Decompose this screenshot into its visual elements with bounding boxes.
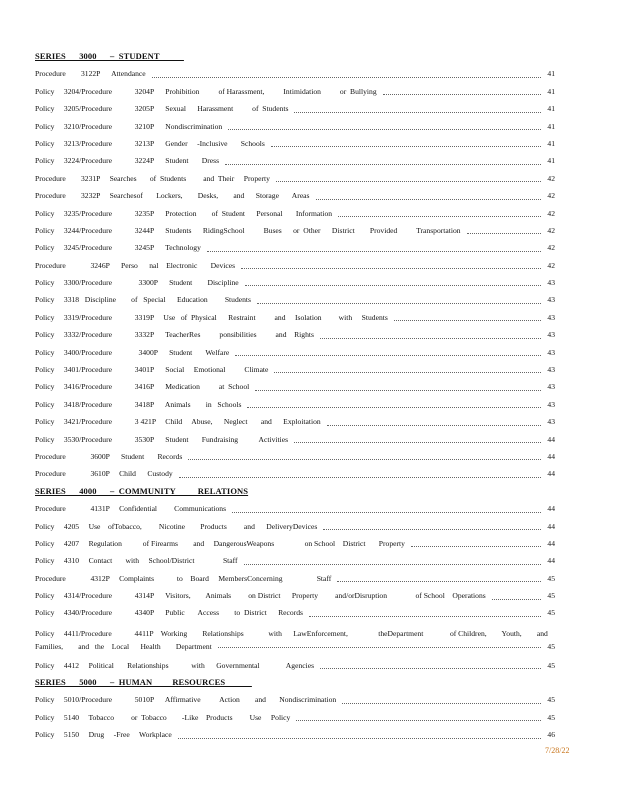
entry-title: Policy 3318 Discipline of Special Education Students — [35, 295, 251, 305]
toc-entry[interactable] — [35, 344, 555, 361]
dot-leader — [294, 111, 541, 113]
entry-title: Policy 5010/Procedure 5010P Affirmative Action and Nondiscrimination — [35, 695, 337, 705]
entry-title: Policy 3245/Procedure 3245P Technology — [35, 243, 201, 253]
toc-entry[interactable] — [35, 361, 555, 378]
page-number: 44 — [547, 538, 555, 548]
page-number: 44 — [547, 434, 555, 444]
page-number: 43 — [547, 295, 555, 305]
dot-leader — [245, 284, 541, 286]
page-number: 42 — [547, 191, 555, 201]
page-number: 43 — [547, 365, 555, 375]
page-number: 43 — [547, 347, 555, 357]
dot-leader — [257, 302, 541, 304]
dot-leader — [383, 93, 541, 95]
page-number: 44 — [547, 504, 555, 514]
toc-entry[interactable] — [35, 622, 555, 657]
dot-leader — [320, 667, 541, 669]
page-number: 44 — [547, 556, 555, 566]
toc-entry[interactable] — [35, 257, 555, 274]
page-number: 45 — [547, 591, 555, 601]
entry-title: Policy 3418/Procedure 3418P Animals in Schools — [35, 399, 242, 409]
entry-title: Policy 3210/Procedure 3210P Nondiscrimination — [35, 121, 223, 131]
toc-entry[interactable] — [35, 118, 555, 135]
page-number: 44 — [547, 451, 555, 461]
dot-leader — [492, 598, 541, 600]
dot-leader — [179, 476, 541, 478]
toc-entry[interactable] — [35, 274, 555, 291]
entry-title: Policy 3401/Procedure 3401P Social Emotional Climate — [35, 365, 269, 375]
toc-entry[interactable] — [35, 518, 555, 535]
entry-title: Procedure 3232P Searchesof Lockers, Desks, and Storage Areas — [35, 191, 310, 201]
toc-entry[interactable] — [35, 309, 555, 326]
entry-title: Policy 3530/Procedure 3530P Student Fundraising Activities — [35, 434, 289, 444]
dot-leader — [411, 545, 541, 547]
entry-title-continued: Families, and the Local Health Department — [35, 641, 212, 651]
page-number: 43 — [547, 278, 555, 288]
entry-title: Policy 3421/Procedure 3 421P Child Abuse, Neglect and Exploitation — [35, 417, 321, 427]
entry-title: Policy 4314/Procedure 4314P Visitors, Animals on District Property and/orDisruption of School Operations — [35, 591, 486, 601]
dot-leader — [309, 615, 541, 617]
revision-date: 7/28/22 — [545, 746, 570, 755]
toc-entry[interactable] — [35, 726, 555, 743]
toc-entry[interactable] — [35, 170, 555, 187]
dot-leader — [178, 737, 541, 739]
entry-title: Policy 3235/Procedure 3235P Protection of Student Personal Information — [35, 208, 333, 218]
page-number: 41 — [547, 121, 555, 131]
entry-title: Policy 4205 Use ofTobacco, Nicotine Products and DeliveryDevices — [35, 521, 318, 531]
entry-title: Policy 4340/Procedure 4340P Public Access to District Records — [35, 608, 304, 618]
dot-leader — [241, 267, 541, 269]
dot-leader — [228, 128, 541, 130]
toc-entry[interactable] — [35, 587, 555, 604]
entry-title: Policy 3416/Procedure 3416P Medication at School — [35, 382, 250, 392]
toc-entry[interactable] — [35, 709, 555, 726]
dot-leader — [244, 563, 541, 565]
page-number: 42 — [547, 243, 555, 253]
toc-entry[interactable] — [35, 448, 555, 465]
page-number: 42 — [547, 173, 555, 183]
dot-leader — [394, 319, 541, 321]
dot-leader — [271, 145, 541, 147]
toc-entry[interactable] — [35, 135, 555, 152]
dot-leader — [327, 424, 541, 426]
dot-leader — [225, 163, 541, 165]
dot-leader — [323, 528, 541, 530]
dot-leader — [320, 337, 541, 339]
entry-title: Policy 3224/Procedure 3224P Student Dress — [35, 156, 220, 166]
entry-title: Procedure 4131P Confidential Communications — [35, 504, 227, 514]
entry-title: Policy 4412 Political Relationships with Governmental Agencies — [35, 660, 315, 670]
page-number: 41 — [547, 69, 555, 79]
dot-leader — [276, 180, 541, 182]
toc-entry[interactable] — [35, 291, 555, 308]
dot-leader — [255, 389, 541, 391]
entry-title: Policy 4310 Contact with School/District Staff — [35, 556, 238, 566]
page-number: 44 — [547, 469, 555, 479]
entry-title: Policy 3300/Procedure 3300P Student Discipline — [35, 278, 239, 288]
toc-entry[interactable] — [35, 326, 555, 343]
series-heading: SERIES 5000 – HUMAN RESOURCES — [35, 677, 252, 688]
page-number: 41 — [547, 104, 555, 114]
entry-title: Procedure 3122P Attendance — [35, 69, 146, 79]
page-number: 45 — [547, 573, 555, 583]
page-number: 43 — [547, 417, 555, 427]
entry-title: Policy 3204/Procedure 3204P Prohibition of Harassment, Intimidation or Bullying — [35, 86, 377, 96]
dot-leader — [274, 371, 541, 373]
dot-leader — [467, 232, 541, 234]
toc-entry[interactable] — [35, 100, 555, 117]
page-number: 45 — [547, 712, 555, 722]
page-number: 46 — [547, 730, 555, 740]
toc-entry[interactable] — [35, 83, 555, 100]
series-heading: SERIES 4000 – COMMUNITY RELATIONS — [35, 485, 249, 496]
page-number: 41 — [547, 156, 555, 166]
dot-leader — [342, 702, 541, 704]
entry-title: Policy 3319/Procedure 3319P Use of Physical Restraint and Isolation with Students — [35, 312, 388, 322]
entry-title: Procedure 4312P Complaints to Board MembersConcerning Staff — [35, 573, 332, 583]
entry-title: Procedure 3246P Perso nal Electronic Devices — [35, 260, 236, 270]
dot-leader — [207, 250, 541, 252]
toc-entry[interactable] — [35, 552, 555, 569]
toc-entry[interactable] — [35, 500, 555, 517]
page-number: 42 — [547, 208, 555, 218]
toc-entry[interactable] — [35, 378, 555, 395]
dot-leader — [337, 580, 541, 582]
page-number: 43 — [547, 382, 555, 392]
toc-entry[interactable] — [35, 152, 555, 169]
page-number: 43 — [547, 330, 555, 340]
entry-title: Policy 4411/Procedure 4411P Working Relationships with LawEnforcement, theDepartment of Children, Youth, and — [35, 628, 548, 638]
page-number: 44 — [547, 521, 555, 531]
dot-leader — [232, 511, 541, 513]
entry-title: Procedure 3231P Searches of Students and Their Property — [35, 173, 270, 183]
toc-entry[interactable] — [35, 396, 555, 413]
page-number: 45 — [547, 641, 555, 651]
page-number: 43 — [547, 399, 555, 409]
page-number: 42 — [547, 225, 555, 235]
entry-title: Policy 5150 Drug -Free Workplace — [35, 730, 172, 740]
dot-leader — [188, 458, 541, 460]
dot-leader — [316, 198, 541, 200]
toc-entry[interactable] — [35, 239, 555, 256]
entry-title: Policy 5140 Tobacco or Tobacco -Like Products Use Policy — [35, 712, 291, 722]
table-of-contents — [35, 48, 555, 744]
dot-leader — [247, 406, 541, 408]
toc-entry[interactable] — [35, 535, 555, 552]
page-number: 41 — [547, 86, 555, 96]
toc-entry[interactable] — [35, 65, 555, 82]
dot-leader — [152, 76, 541, 78]
toc-entry[interactable] — [35, 222, 555, 239]
page-number: 45 — [547, 608, 555, 618]
dot-leader — [296, 719, 541, 721]
series-heading: SERIES 3000 – STUDENT — [35, 51, 184, 61]
entry-title: Policy 4207 Regulation of Firearms and DangerousWeapons on School District Property — [35, 538, 405, 548]
entry-title: Policy 3244/Procedure 3244P Students RidingSchool Buses or Other District Provided Transportation — [35, 225, 461, 235]
toc-entry[interactable] — [35, 413, 555, 430]
entry-title: Procedure 3600P Student Records — [35, 451, 183, 461]
dot-leader — [338, 215, 541, 217]
toc-entry[interactable] — [35, 465, 555, 482]
entry-title: Policy 3400/Procedure 3400P Student Welfare — [35, 347, 230, 357]
entry-title: Policy 3213/Procedure 3213P Gender -Inclusive Schools — [35, 138, 265, 148]
toc-entry[interactable] — [35, 570, 555, 587]
dot-leader — [235, 354, 541, 356]
toc-entry[interactable] — [35, 657, 555, 674]
page-number: 43 — [547, 312, 555, 322]
dot-leader — [218, 646, 541, 648]
toc-entry[interactable] — [35, 205, 555, 222]
entry-title: Policy 3332/Procedure 3332P TeacherRes ponsibilities and Rights — [35, 330, 314, 340]
toc-entry[interactable] — [35, 605, 555, 622]
toc-entry[interactable] — [35, 691, 555, 708]
toc-entry[interactable] — [35, 187, 555, 204]
page-number: 41 — [547, 138, 555, 148]
dot-leader — [294, 441, 541, 443]
page-number: 45 — [547, 660, 555, 670]
entry-title: Procedure 3610P Child Custody — [35, 469, 173, 479]
entry-title: Policy 3205/Procedure 3205P Sexual Harassment of Students — [35, 104, 289, 114]
toc-entry[interactable] — [35, 431, 555, 448]
page-number: 42 — [547, 260, 555, 270]
page-number: 45 — [547, 695, 555, 705]
